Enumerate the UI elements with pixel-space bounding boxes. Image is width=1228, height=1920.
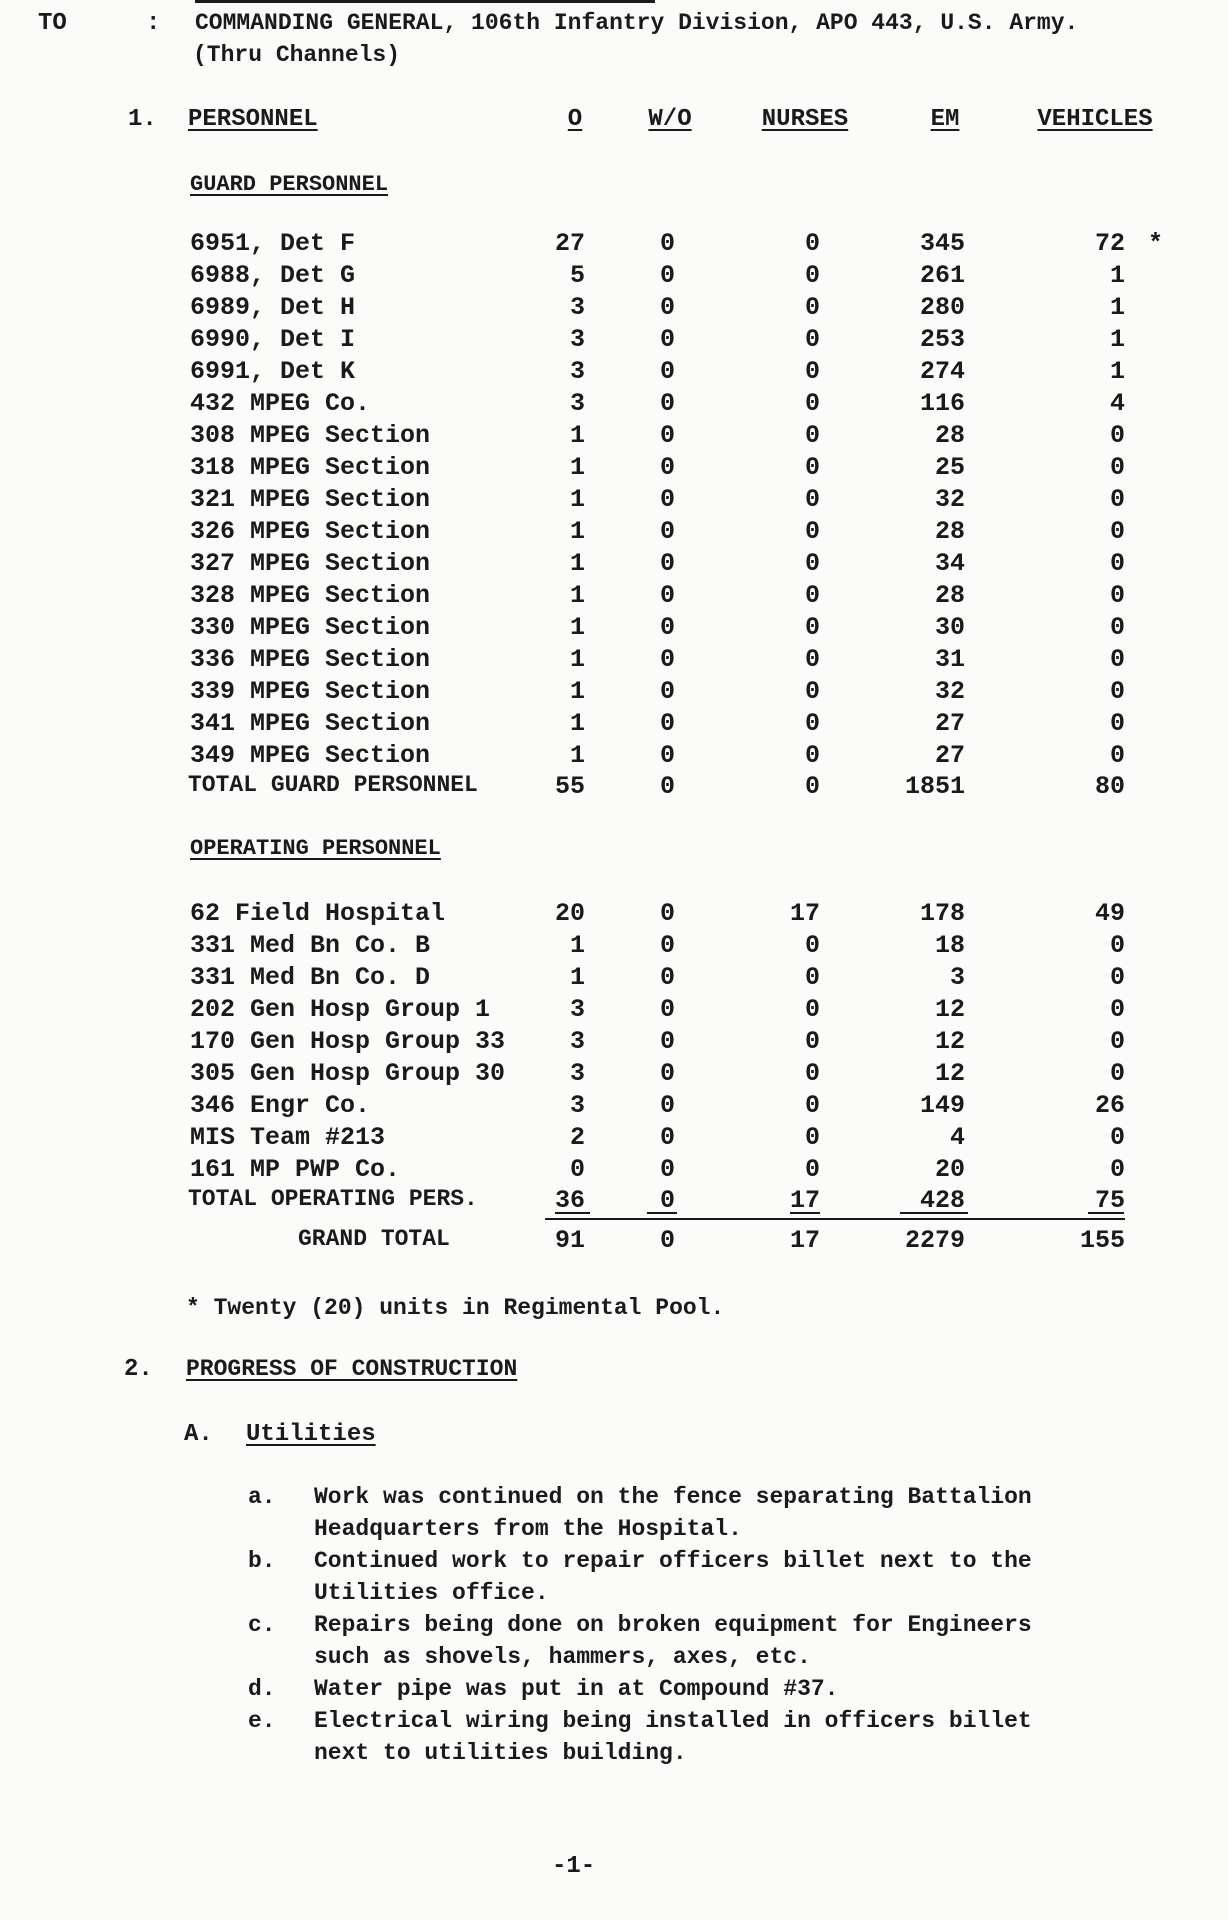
vehicles-count: 0 — [1109, 1155, 1125, 1184]
officers-count: 1 — [569, 677, 585, 706]
addressee: COMMANDING GENERAL, 106th Infantry Division, APO 443, U.S. Army. — [195, 10, 1079, 36]
nurses-count: 0 — [804, 293, 820, 322]
table-row — [0, 1125, 1228, 1155]
officers-count: 20 — [554, 899, 585, 928]
table-row — [0, 743, 1228, 773]
nurses-count: 0 — [804, 549, 820, 578]
item-letter: e. — [248, 1708, 276, 1734]
unit-name: 6988, Det G — [190, 261, 356, 290]
col-header-wo: W/O — [648, 106, 692, 133]
officers-count: 1 — [569, 931, 585, 960]
officers-count: 1 — [569, 453, 585, 482]
item-text-line: such as shovels, hammers, axes, etc. — [314, 1644, 811, 1670]
warrant-officers-count: 0 — [659, 613, 675, 642]
grand-total-vehicles: 155 — [1079, 1226, 1125, 1255]
vehicles-count: 0 — [1109, 453, 1125, 482]
enlisted-count: 18 — [934, 931, 965, 960]
operating-total-o: 36 — [554, 1186, 585, 1215]
channels: (Thru Channels) — [193, 42, 401, 68]
nurses-count: 0 — [804, 421, 820, 450]
vehicles-count: 1 — [1109, 325, 1125, 354]
unit-name: 330 MPEG Section — [190, 613, 431, 642]
table-row — [0, 583, 1228, 613]
enlisted-count: 12 — [934, 995, 965, 1024]
nurses-count: 0 — [804, 741, 820, 770]
grand-total-nurses: 17 — [789, 1226, 820, 1255]
vehicles-count: 1 — [1109, 261, 1125, 290]
page-number: -1- — [552, 1853, 596, 1880]
unit-name: 6990, Det I — [190, 325, 356, 354]
warrant-officers-count: 0 — [659, 1155, 675, 1184]
warrant-officers-count: 0 — [659, 261, 675, 290]
item-text-line: Utilities office. — [314, 1580, 549, 1606]
officers-count: 1 — [569, 709, 585, 738]
officers-count: 1 — [569, 517, 585, 546]
item-text-line: Repairs being done on broken equipment for Engineers — [314, 1612, 1032, 1638]
enlisted-count: 178 — [919, 899, 965, 928]
section2-sub-heading: Utilities — [246, 1421, 376, 1448]
unit-name: 6951, Det F — [190, 229, 356, 258]
enlisted-count: 261 — [919, 261, 965, 290]
unit-name: 336 MPEG Section — [190, 645, 431, 674]
table-row — [0, 231, 1228, 261]
officers-count: 1 — [569, 613, 585, 642]
enlisted-count: 345 — [919, 229, 965, 258]
operating-total-em: 428 — [919, 1186, 965, 1215]
warrant-officers-count: 0 — [659, 453, 675, 482]
unit-name: 6991, Det K — [190, 357, 356, 386]
table-row — [0, 997, 1228, 1027]
item-letter: c. — [248, 1612, 276, 1638]
unit-name: 326 MPEG Section — [190, 517, 431, 546]
vehicles-count: 0 — [1109, 931, 1125, 960]
warrant-officers-count: 0 — [659, 549, 675, 578]
grand-total-wo: 0 — [659, 1226, 675, 1255]
to-label: TO — [38, 10, 67, 37]
nurses-count: 0 — [804, 261, 820, 290]
warrant-officers-count: 0 — [659, 677, 675, 706]
table-row — [0, 295, 1228, 325]
operating-heading: OPERATING PERSONNEL — [190, 836, 441, 861]
enlisted-count: 280 — [919, 293, 965, 322]
item-text-line: Electrical wiring being installed in officers billet — [314, 1708, 1032, 1734]
grand-total-o: 91 — [554, 1226, 585, 1255]
nurses-count: 0 — [804, 1123, 820, 1152]
vehicles-count: 0 — [1109, 1059, 1125, 1088]
operating-total-vehicles: 75 — [1094, 1186, 1125, 1215]
unit-name: 328 MPEG Section — [190, 581, 431, 610]
enlisted-count: 4 — [949, 1123, 965, 1152]
table-row — [0, 901, 1228, 931]
guard-total-row — [0, 774, 1228, 804]
section2-heading: PROGRESS OF CONSTRUCTION — [186, 1356, 518, 1382]
vehicles-count: 26 — [1094, 1091, 1125, 1120]
enlisted-count: 274 — [919, 357, 965, 386]
enlisted-count: 20 — [934, 1155, 965, 1184]
unit-name: 339 MPEG Section — [190, 677, 431, 706]
officers-count: 1 — [569, 485, 585, 514]
enlisted-count: 116 — [919, 389, 965, 418]
enlisted-count: 27 — [934, 741, 965, 770]
officers-count: 3 — [569, 1091, 585, 1120]
warrant-officers-count: 0 — [659, 931, 675, 960]
nurses-count: 17 — [789, 899, 820, 928]
top-rule — [195, 0, 655, 3]
unit-name: 432 MPEG Co. — [190, 389, 371, 418]
grand-total-label: GRAND TOTAL — [298, 1226, 450, 1252]
enlisted-count: 32 — [934, 677, 965, 706]
vehicles-count: 0 — [1109, 963, 1125, 992]
officers-count: 3 — [569, 357, 585, 386]
col-header-o: O — [567, 106, 583, 133]
warrant-officers-count: 0 — [659, 229, 675, 258]
officers-count: 1 — [569, 421, 585, 450]
warrant-officers-count: 0 — [659, 517, 675, 546]
item-letter: d. — [248, 1676, 276, 1702]
table-row — [0, 455, 1228, 485]
nurses-count: 0 — [804, 1027, 820, 1056]
vehicles-count: 0 — [1109, 1027, 1125, 1056]
enlisted-count: 12 — [934, 1027, 965, 1056]
table-row — [0, 679, 1228, 709]
warrant-officers-count: 0 — [659, 1123, 675, 1152]
enlisted-count: 30 — [934, 613, 965, 642]
unit-name: 331 Med Bn Co. B — [190, 931, 431, 960]
grand-total-rule — [545, 1218, 1125, 1220]
warrant-officers-count: 0 — [659, 1027, 675, 1056]
vehicles-count: 0 — [1109, 581, 1125, 610]
table-row — [0, 1029, 1228, 1059]
grand-total-em: 2279 — [904, 1226, 965, 1255]
vehicles-count: 0 — [1109, 485, 1125, 514]
warrant-officers-count: 0 — [659, 741, 675, 770]
nurses-count: 0 — [804, 613, 820, 642]
unit-name: 161 MP PWP Co. — [190, 1155, 401, 1184]
nurses-count: 0 — [804, 485, 820, 514]
officers-count: 1 — [569, 549, 585, 578]
table-row — [0, 647, 1228, 677]
unit-name: 6989, Det H — [190, 293, 356, 322]
enlisted-count: 31 — [934, 645, 965, 674]
vehicles-count: 72 — [1094, 229, 1125, 258]
enlisted-count: 253 — [919, 325, 965, 354]
vehicles-count: 0 — [1109, 549, 1125, 578]
vehicles-count: 49 — [1094, 899, 1125, 928]
vehicles-count: 0 — [1109, 741, 1125, 770]
table-row — [0, 359, 1228, 389]
operating-total-wo: 0 — [659, 1186, 675, 1215]
table-row — [0, 487, 1228, 517]
grand-total-row — [0, 1228, 1228, 1258]
enlisted-count: 32 — [934, 485, 965, 514]
warrant-officers-count: 0 — [659, 899, 675, 928]
nurses-count: 0 — [804, 963, 820, 992]
table-row — [0, 519, 1228, 549]
nurses-count: 0 — [804, 931, 820, 960]
unit-name: 202 Gen Hosp Group 1 — [190, 995, 491, 1024]
nurses-count: 0 — [804, 677, 820, 706]
nurses-count: 0 — [804, 709, 820, 738]
unit-name: 341 MPEG Section — [190, 709, 431, 738]
officers-count: 2 — [569, 1123, 585, 1152]
vehicles-count: 0 — [1109, 1123, 1125, 1152]
item-letter: a. — [248, 1484, 276, 1510]
officers-count: 3 — [569, 1027, 585, 1056]
enlisted-count: 28 — [934, 581, 965, 610]
guard-heading: GUARD PERSONNEL — [190, 172, 389, 197]
item-text-line: Work was continued on the fence separating Battalion — [314, 1484, 1032, 1510]
officers-count: 3 — [569, 1059, 585, 1088]
unit-name: 305 Gen Hosp Group 30 — [190, 1059, 506, 1088]
col-header-em: EM — [930, 106, 960, 133]
item-letter: b. — [248, 1548, 276, 1574]
warrant-officers-count: 0 — [659, 357, 675, 386]
nurses-count: 0 — [804, 645, 820, 674]
table-row — [0, 615, 1228, 645]
officers-count: 1 — [569, 645, 585, 674]
enlisted-count: 34 — [934, 549, 965, 578]
unit-name: 318 MPEG Section — [190, 453, 431, 482]
guard-total-nurses: 0 — [804, 772, 820, 801]
vehicles-count: 4 — [1109, 389, 1125, 418]
operating-total-label: TOTAL OPERATING PERS. — [188, 1186, 478, 1212]
nurses-count: 0 — [804, 995, 820, 1024]
enlisted-count: 27 — [934, 709, 965, 738]
unit-name: 308 MPEG Section — [190, 421, 431, 450]
nurses-count: 0 — [804, 1091, 820, 1120]
table-row — [0, 1061, 1228, 1091]
table-row — [0, 965, 1228, 995]
officers-count: 3 — [569, 293, 585, 322]
officers-count: 3 — [569, 389, 585, 418]
section1-heading: PERSONNEL — [188, 106, 318, 133]
enlisted-count: 25 — [934, 453, 965, 482]
item-text-line: next to utilities building. — [314, 1740, 687, 1766]
footnote: * Twenty (20) units in Regimental Pool. — [186, 1295, 725, 1321]
operating-total-row — [0, 1188, 1228, 1218]
nurses-count: 0 — [804, 325, 820, 354]
guard-total-vehicles: 80 — [1094, 772, 1125, 801]
unit-name: 331 Med Bn Co. D — [190, 963, 431, 992]
enlisted-count: 3 — [949, 963, 965, 992]
guard-total-label: TOTAL GUARD PERSONNEL — [188, 772, 478, 798]
unit-name: 346 Engr Co. — [190, 1091, 371, 1120]
unit-name: MIS Team #213 — [190, 1123, 386, 1152]
enlisted-count: 28 — [934, 421, 965, 450]
vehicles-count: 0 — [1109, 421, 1125, 450]
table-row — [0, 391, 1228, 421]
vehicles-count: 0 — [1109, 613, 1125, 642]
nurses-count: 0 — [804, 453, 820, 482]
guard-total-o: 55 — [554, 772, 585, 801]
enlisted-count: 12 — [934, 1059, 965, 1088]
nurses-count: 0 — [804, 229, 820, 258]
officers-count: 1 — [569, 741, 585, 770]
operating-total-nurses: 17 — [789, 1186, 820, 1215]
nurses-count: 0 — [804, 1059, 820, 1088]
table-row — [0, 1093, 1228, 1123]
section2-number: 2. — [124, 1356, 153, 1383]
vehicles-count: 1 — [1109, 293, 1125, 322]
officers-count: 1 — [569, 581, 585, 610]
guard-total-em: 1851 — [904, 772, 965, 801]
officers-count: 5 — [569, 261, 585, 290]
warrant-officers-count: 0 — [659, 1059, 675, 1088]
item-text-line: Headquarters from the Hospital. — [314, 1516, 742, 1542]
enlisted-count: 28 — [934, 517, 965, 546]
unit-name: 327 MPEG Section — [190, 549, 431, 578]
unit-name: 62 Field Hospital — [190, 899, 446, 928]
vehicles-count: 0 — [1109, 517, 1125, 546]
nurses-count: 0 — [804, 1155, 820, 1184]
col-header-vehicles: VEHICLES — [1037, 106, 1153, 133]
officers-count: 3 — [569, 995, 585, 1024]
nurses-count: 0 — [804, 357, 820, 386]
nurses-count: 0 — [804, 581, 820, 610]
nurses-count: 0 — [804, 517, 820, 546]
nurses-count: 0 — [804, 389, 820, 418]
vehicles-count: 1 — [1109, 357, 1125, 386]
vehicles-count: 0 — [1109, 677, 1125, 706]
section2-sub-letter: A. — [184, 1421, 213, 1448]
vehicles-count: 0 — [1109, 709, 1125, 738]
table-row — [0, 1157, 1228, 1187]
section1-number: 1. — [128, 106, 157, 133]
officers-count: 1 — [569, 963, 585, 992]
item-text-line: Water pipe was put in at Compound #37. — [314, 1676, 839, 1702]
table-row — [0, 423, 1228, 453]
warrant-officers-count: 0 — [659, 1091, 675, 1120]
warrant-officers-count: 0 — [659, 421, 675, 450]
warrant-officers-count: 0 — [659, 389, 675, 418]
item-text-line: Continued work to repair officers billet next to the — [314, 1548, 1032, 1574]
vehicles-count: 0 — [1109, 645, 1125, 674]
enlisted-count: 149 — [919, 1091, 965, 1120]
warrant-officers-count: 0 — [659, 325, 675, 354]
table-row — [0, 327, 1228, 357]
officers-count: 3 — [569, 325, 585, 354]
guard-total-wo: 0 — [659, 772, 675, 801]
footnote-marker: * — [1148, 229, 1164, 258]
warrant-officers-count: 0 — [659, 709, 675, 738]
warrant-officers-count: 0 — [659, 581, 675, 610]
warrant-officers-count: 0 — [659, 293, 675, 322]
warrant-officers-count: 0 — [659, 963, 675, 992]
unit-name: 349 MPEG Section — [190, 741, 431, 770]
officers-count: 27 — [554, 229, 585, 258]
officers-count: 0 — [569, 1155, 585, 1184]
unit-name: 170 Gen Hosp Group 33 — [190, 1027, 506, 1056]
col-header-nurses: NURSES — [761, 106, 849, 133]
table-row — [0, 551, 1228, 581]
warrant-officers-count: 0 — [659, 995, 675, 1024]
table-row — [0, 263, 1228, 293]
table-row — [0, 711, 1228, 741]
warrant-officers-count: 0 — [659, 485, 675, 514]
table-row — [0, 933, 1228, 963]
vehicles-count: 0 — [1109, 995, 1125, 1024]
to-colon: : — [146, 10, 161, 37]
warrant-officers-count: 0 — [659, 645, 675, 674]
unit-name: 321 MPEG Section — [190, 485, 431, 514]
